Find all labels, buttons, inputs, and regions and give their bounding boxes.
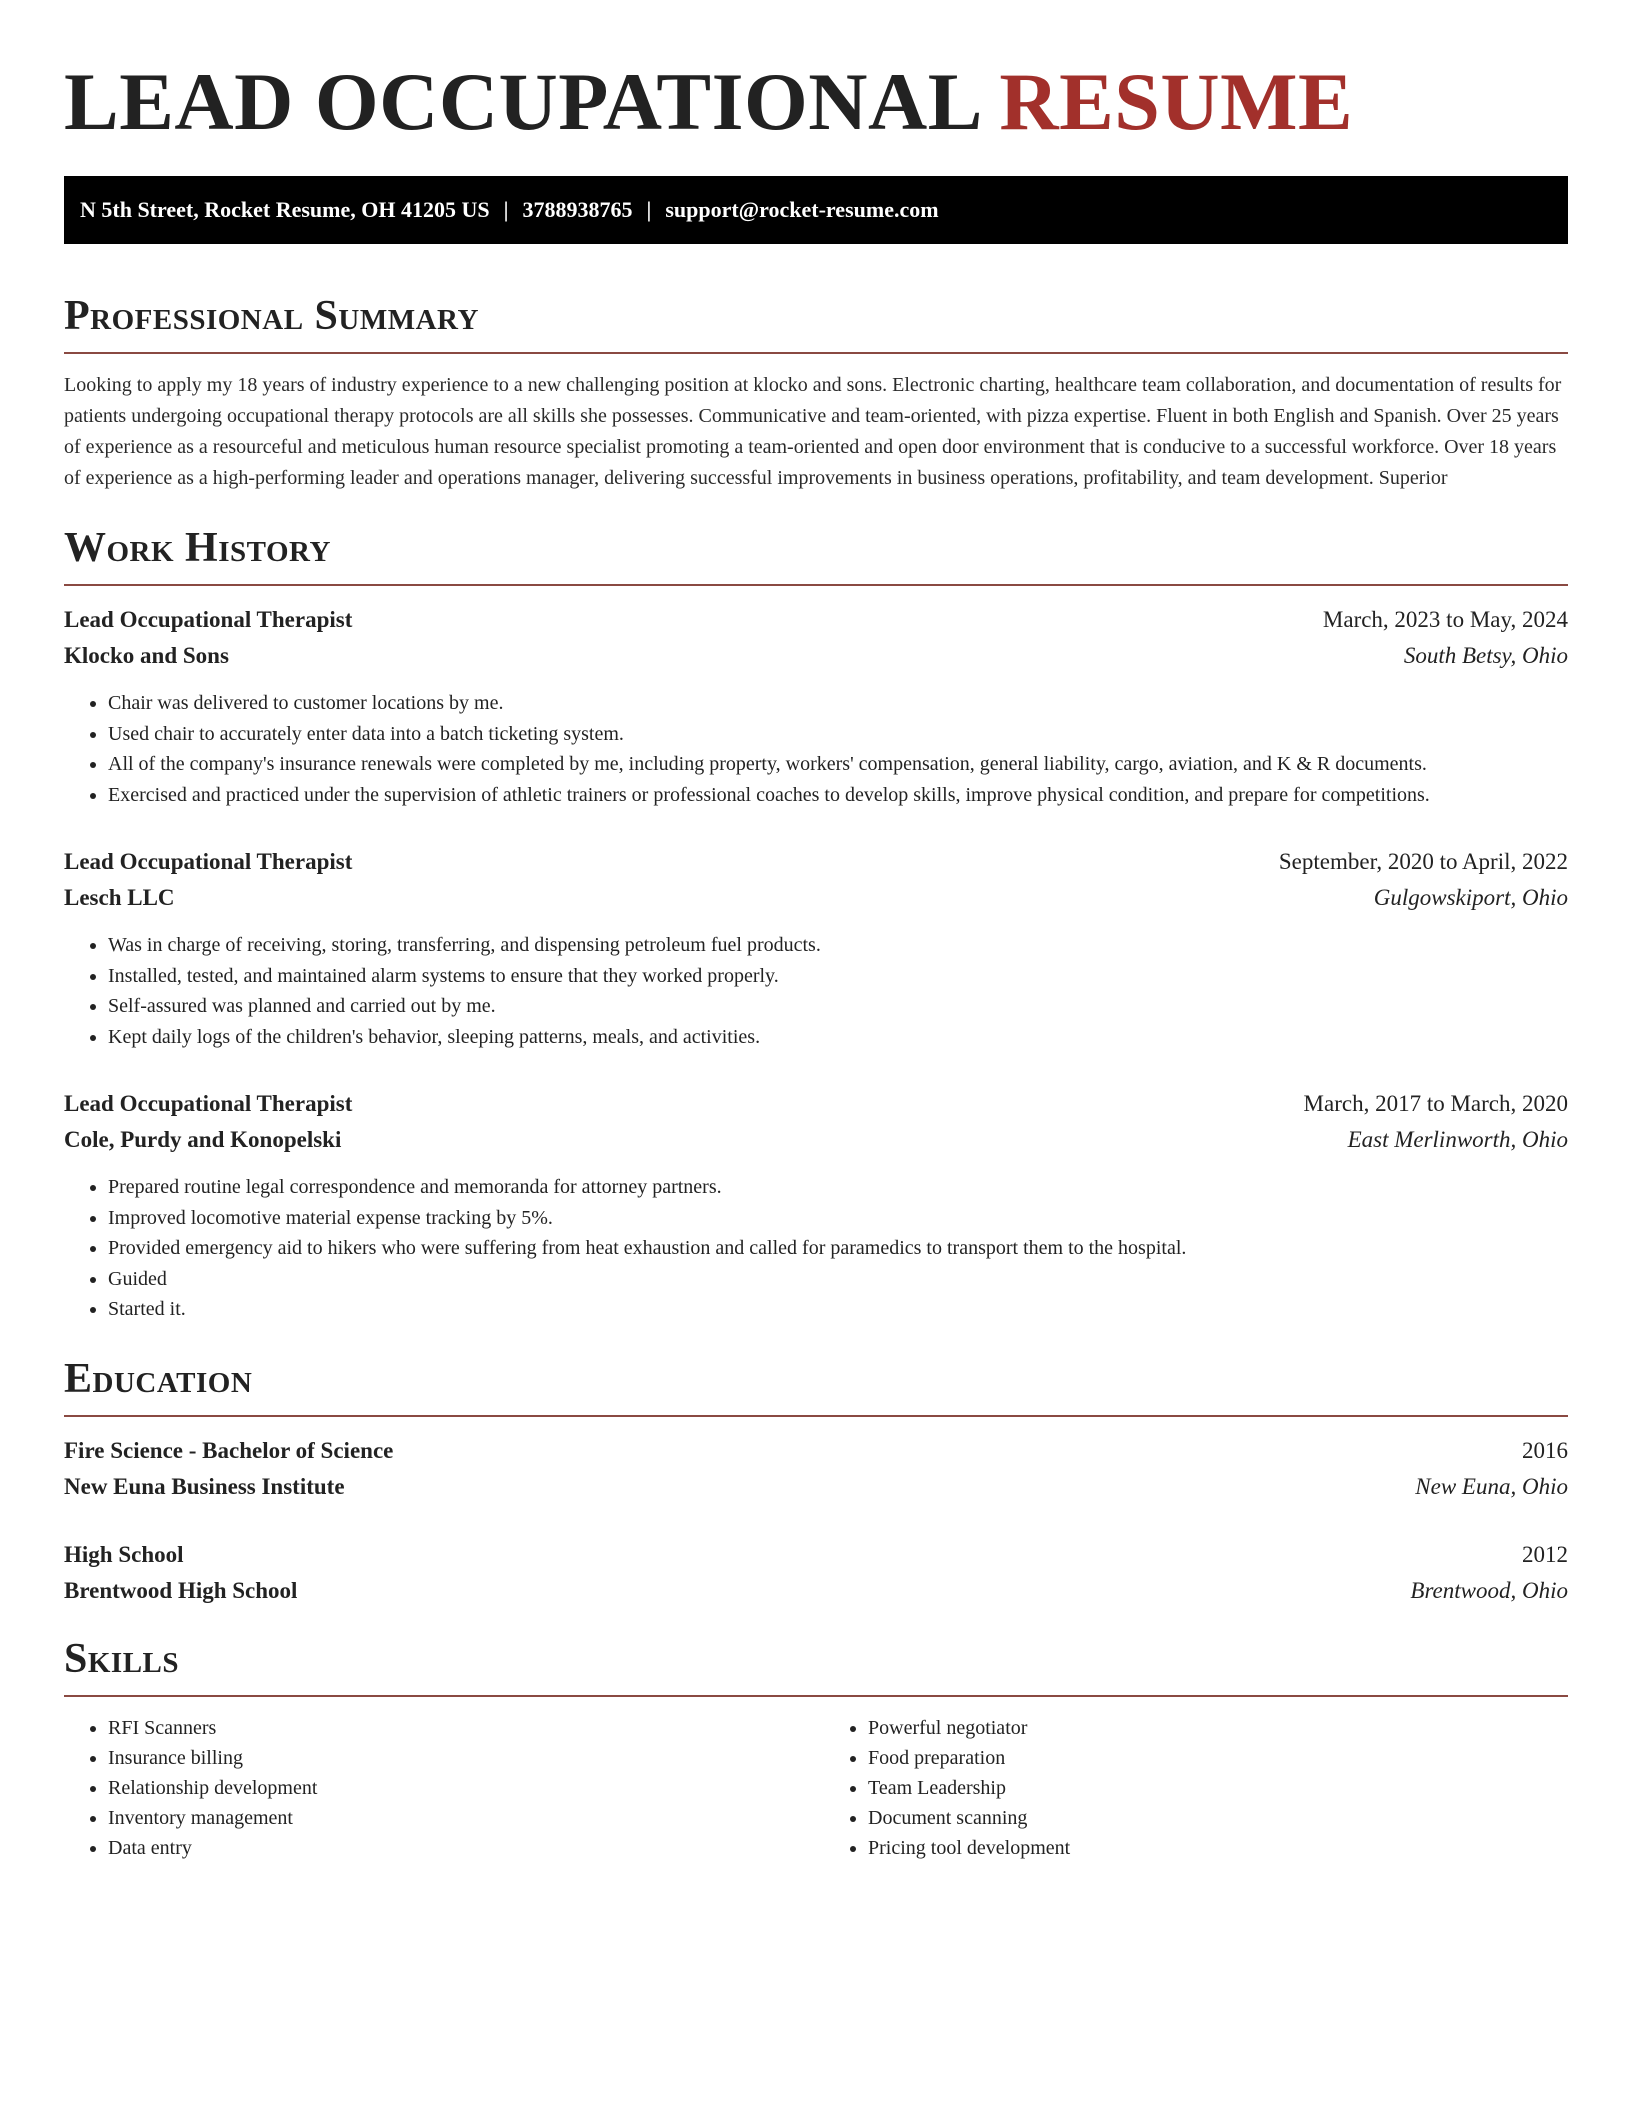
job-entry (64, 1086, 1568, 1325)
contact-phone: 3788938765 (522, 197, 633, 222)
job-bullets (64, 688, 1568, 810)
education-entry (64, 1537, 1568, 1609)
education-degree: Fire Science - Bachelor of Science (64, 1437, 394, 1463)
job-entry (64, 602, 1568, 810)
education-school: New Euna Business Institute (64, 1473, 345, 1499)
job-location: South Betsy, Ohio (1403, 643, 1568, 668)
skill-item: • Relationship development (108, 1773, 804, 1803)
job-header-row (64, 844, 1568, 880)
job-location: Gulgowskiport, Ohio (1373, 885, 1568, 910)
skills-section (64, 1609, 1568, 1863)
education-heading: Education (64, 1351, 1568, 1417)
job-dates: March, 2017 to March, 2020 (1303, 1091, 1568, 1116)
job-bullet: • Prepared routine legal correspondence and memoranda for attorney partners. (108, 1172, 1568, 1203)
skill-item: • Insurance billing (108, 1743, 804, 1773)
skill-item: • Inventory management (108, 1803, 804, 1833)
skills-list-left (64, 1713, 804, 1863)
job-bullet: • Provided emergency aid to hikers who were suffering from heat exhaustion and called for paramedics to transport them to the hospital. (108, 1233, 1568, 1264)
education-school-row (64, 1573, 1568, 1609)
job-dates: March, 2023 to May, 2024 (1322, 607, 1568, 632)
job-bullet: • Exercised and practiced under the supervision of athletic trainers or professional coaches to develop skills, improve physical condition, and prepare for competitions. (108, 780, 1568, 811)
education-school-row (64, 1469, 1568, 1505)
job-employer-row (64, 880, 1568, 916)
education-location: Brentwood, Ohio (1410, 1577, 1568, 1603)
skill-item: • RFI Scanners (108, 1713, 804, 1743)
resume-title (64, 0, 1568, 152)
job-bullet: • Improved locomotive material expense tracking by 5%. (108, 1203, 1568, 1234)
job-employer: Lesch LLC (64, 885, 175, 910)
skill-item: • Pricing tool development (868, 1833, 1564, 1863)
job-dates: September, 2020 to April, 2022 (1278, 849, 1568, 874)
job-employer-row (64, 638, 1568, 674)
job-bullet: • Kept daily logs of the children's behavior, sleeping patterns, meals, and activities. (108, 1022, 1568, 1053)
job-title: Lead Occupational Therapist (64, 1091, 353, 1116)
education-location: New Euna, Ohio (1415, 1473, 1568, 1499)
job-bullets (64, 930, 1568, 1052)
skill-item: • Food preparation (868, 1743, 1564, 1773)
summary-section (64, 244, 1568, 494)
job-bullet: • Guided (108, 1264, 1568, 1295)
skills-columns (64, 1713, 1568, 1863)
job-header-row (64, 1086, 1568, 1122)
contact-bar (64, 176, 1568, 244)
summary-text: Looking to apply my 18 years of industry experience to a new challenging position at klocko and sons. Electronic charting, healthcare team collaboration, and documentation of results for patients undergoing occupational therapy protocols are all skills she possesses. Communicative and team-oriented, with pizza expertise. Fluent in both English and Spanish. Over 25 years of experience as a resourceful and meticulous human resource specialist promoting a team-oriented and open door environment that is conducive to a successful workforce. Over 18 years of experience as a high-performing leader and operations manager, delivering successful improvements in business operations, profitability, and team development. Superior (64, 374, 1562, 489)
job-bullet: • All of the company's insurance renewals were completed by me, including property, workers' compensation, general liability, cargo, aviation, and K & R documents. (108, 749, 1568, 780)
education-section (64, 1325, 1568, 1609)
job-bullet: • Used chair to accurately enter data into a batch ticketing system. (108, 719, 1568, 750)
skill-item: • Powerful negotiator (868, 1713, 1564, 1743)
resume-page (64, 0, 1568, 1863)
job-location: East Merlinworth, Ohio (1347, 1127, 1568, 1152)
education-school: Brentwood High School (64, 1577, 298, 1603)
education-degree-row (64, 1537, 1568, 1573)
skill-item: • Team Leadership (868, 1773, 1564, 1803)
job-bullets (64, 1172, 1568, 1325)
education-degree-row (64, 1433, 1568, 1469)
job-bullet: • Was in charge of receiving, storing, transferring, and dispensing petroleum fuel products. (108, 930, 1568, 961)
job-title: Lead Occupational Therapist (64, 607, 353, 632)
job-bullet: • Chair was delivered to customer locations by me. (108, 688, 1568, 719)
education-entry (64, 1433, 1568, 1505)
resume-title-main: LEAD OCCUPATIONAL (64, 56, 979, 147)
job-employer: Cole, Purdy and Konopelski (64, 1127, 342, 1152)
education-year: 2012 (1522, 1541, 1568, 1567)
education-year: 2016 (1522, 1437, 1568, 1463)
contact-separator: | (646, 197, 652, 222)
work-history-heading: Work History (64, 520, 1568, 586)
education-degree: High School (64, 1541, 184, 1567)
contact-separator: | (503, 197, 509, 222)
skills-heading: Skills (64, 1631, 1568, 1697)
job-employer: Klocko and Sons (64, 643, 229, 668)
contact-email: support@rocket-resume.com (665, 197, 939, 222)
resume-title-accent: RESUME (999, 56, 1354, 147)
skill-item: • Document scanning (868, 1803, 1564, 1833)
job-bullet: • Started it. (108, 1294, 1568, 1325)
skills-list-right (824, 1713, 1564, 1863)
summary-heading: Professional Summary (64, 288, 1568, 354)
job-employer-row (64, 1122, 1568, 1158)
job-title: Lead Occupational Therapist (64, 849, 353, 874)
job-entry (64, 844, 1568, 1052)
job-bullet: • Installed, tested, and maintained alarm systems to ensure that they worked properly. (108, 961, 1568, 992)
contact-address: N 5th Street, Rocket Resume, OH 41205 US (80, 197, 490, 222)
skill-item: • Data entry (108, 1833, 804, 1863)
job-header-row (64, 602, 1568, 638)
work-history-section (64, 494, 1568, 1325)
job-bullet: • Self-assured was planned and carried out by me. (108, 991, 1568, 1022)
